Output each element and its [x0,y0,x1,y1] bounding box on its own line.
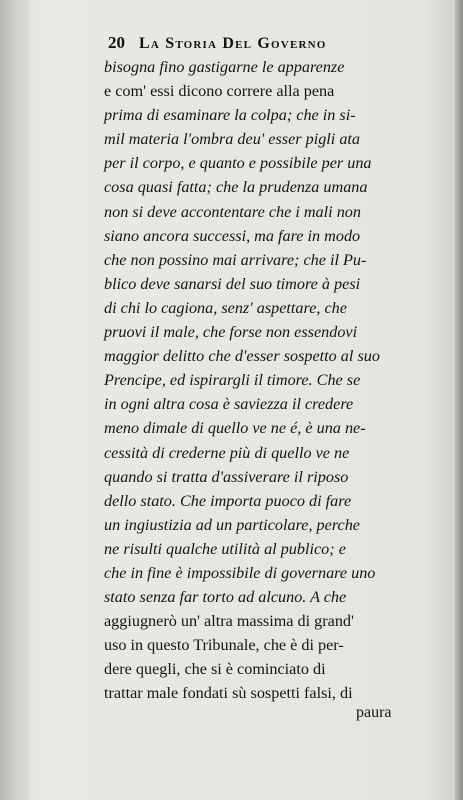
text-line: cosa quasi fatta; che la prudenza umana [104,178,368,197]
running-title: La Storia Del Governo [139,35,327,52]
text-line: che in fine è impossibile di governare uno [104,563,376,582]
text-line: un ingiustizia ad un particolare, perche [104,515,360,534]
text-line: meno dimale di quello ve ne é, è una ne- [104,419,366,438]
text-line: dere quegli, che si è cominciato di [104,660,326,679]
text-line: trattar male fondati sù sospetti falsi, di [104,684,353,703]
text-line: stato senza far torto ad alcuno. A che [104,588,347,607]
page-edge [455,0,463,800]
text-line: cessità di crederne più di quello ve ne [104,443,350,462]
text-line: aggiugnerò un' altra massima di grand' [104,612,354,631]
text-line: prima di esaminare la colpa; che in si- [104,106,356,125]
text-line: pruovi il male, che forse non essendovi [104,323,358,342]
text-line: Prencipe, ed ispirargli il timore. Che se [104,371,361,390]
text-line: che non possino mai arrivare; che il Pu- [104,250,367,269]
text-line: ne risulti qualche utilità al publico; e [104,539,346,558]
page-header [108,33,428,55]
catchword: paura [356,704,392,721]
text-line: uso in questo Tribunale, che è di per- [104,636,344,655]
text-line: per il corpo, e quanto e possibile per una [104,154,372,173]
text-line: siano ancora successi, ma fare in modo [104,226,361,245]
text-line: bisogna fino gastigarne le apparenze [104,58,345,76]
text-line: maggior delitto che d'esser sospetto al suo [104,347,380,366]
body-text [104,55,426,706]
text-line: e com' essi dicono correre alla pena [104,82,335,101]
page-number: 20 [108,33,125,52]
text-line: non si deve accontentare che i mali non [104,202,361,221]
text-line: in ogni altra cosa è saviezza il credere [104,395,354,414]
text-line: di chi lo cagiona, senz' aspettare, che [104,298,347,317]
page-gutter-shadow [0,0,30,800]
text-line: dello stato. Che importa puoco di fare [104,491,352,510]
text-line: blico deve sanarsi del suo timore à pesi [104,274,361,293]
text-line: mil materia l'ombra deu' esser pigli ata [104,130,361,149]
text-line: quando si tratta d'assiverare il riposo [104,467,349,486]
